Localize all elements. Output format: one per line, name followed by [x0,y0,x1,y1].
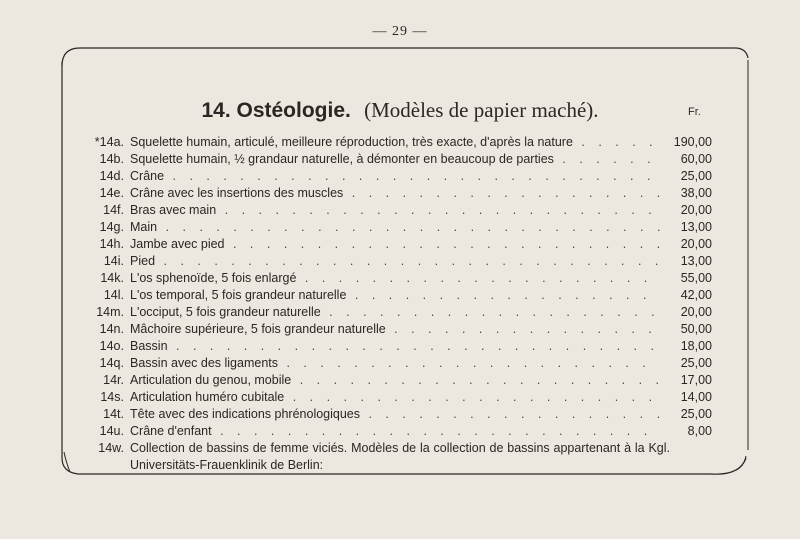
item-description: Crâne avec les insertions des muscles . . . [130,185,660,202]
list-item [0,270,800,287]
item-code: 14r. [103,373,124,387]
item-description: Jambe avec pied . . . [130,236,660,253]
item-code: 14g. [99,220,124,234]
item-description: Crâne . . . [130,168,660,185]
item-price: 42,00 [680,288,712,302]
item-code: 14o. [99,339,124,353]
list-item [0,372,800,389]
item-description: Mâchoire supérieure, 5 fois grandeur naturelle . . . [130,321,660,338]
item-code: 14u. [99,424,124,438]
page-number: — 29 — [372,24,428,39]
item-code: 14w. [98,441,124,455]
item-code: *14a. [94,135,124,149]
item-description: Pied . . . [130,253,660,270]
item-price: 25,00 [680,356,712,370]
list-item [0,219,800,236]
list-item [0,185,800,202]
section-subtitle: (Modèles de papier maché). [364,98,599,122]
item-code: 14b. [99,152,124,166]
item-description: Articulation huméro cubitale . . . [130,389,660,406]
list-item [0,202,800,219]
list-item [0,151,800,168]
item-description: L'os temporal, 5 fois grandeur naturelle . . . [130,287,660,304]
item-price: 190,00 [673,135,712,149]
item-price: 50,00 [680,322,712,336]
list-item [0,423,800,440]
list-item [0,134,800,151]
item-code: 14i. [103,254,124,268]
item-description: Bassin avec des ligaments . . . [130,355,660,372]
item-code: 14e. [99,186,124,200]
list-item [0,338,800,355]
item-price: 25,00 [680,169,712,183]
list-item [0,236,800,253]
list-item [0,355,800,372]
item-description: Bras avec main . . . [130,202,660,219]
item-price: 25,00 [680,407,712,421]
item-price: 55,00 [680,271,712,285]
section-title: 14. Ostéologie. [201,99,351,122]
item-price: 14,00 [680,390,712,404]
list-item [0,168,800,185]
item-description: Main . . . [130,219,660,236]
item-price: 20,00 [680,237,712,251]
item-description: L'occiput, 5 fois grandeur naturelle . . . [130,304,660,321]
item-description: Squelette humain, ½ grandaur naturelle, à démonter en beaucoup de parties . . . [130,151,660,168]
item-price: 18,00 [680,339,712,353]
item-code: 14t. [103,407,124,421]
list-item [0,287,800,304]
item-code: 14s. [100,390,124,404]
item-price: 60,00 [680,152,712,166]
item-price: 8,00 [687,424,712,438]
item-price: 20,00 [680,203,712,217]
item-code: 14q. [99,356,124,370]
currency-label: Fr. [688,106,701,118]
item-description: Tête avec des indications phrénologiques . . . [130,406,660,423]
item-code: 14k. [100,271,124,285]
item-price: 38,00 [680,186,712,200]
item-code: 14h. [99,237,124,251]
item-code: 14l. [103,288,124,302]
section-heading [0,98,800,123]
item-code: 14d. [99,169,124,183]
list-item [0,440,800,474]
item-price: 13,00 [680,254,712,268]
item-description: Crâne d'enfant . . . [130,423,660,440]
item-description: L'os sphenoïde, 5 fois enlargé . . . [130,270,660,287]
list-item [0,406,800,423]
item-description: Collection de bassins de femme viciés. Modèles de la collection de bassins appartenant à la Kgl. Universitäts-Frauenklinik de Berlin: [130,441,670,472]
item-code: 14m. [96,305,124,319]
price-list [0,134,800,474]
item-description: Bassin . . . [130,338,660,355]
item-price: 13,00 [680,220,712,234]
item-price: 17,00 [680,373,712,387]
list-item [0,389,800,406]
item-code: 14n. [99,322,124,336]
item-description: Squelette humain, articulé, meilleure réproduction, très exacte, d'après la nature . . . [130,134,660,151]
item-code: 14f. [103,203,124,217]
item-price: 20,00 [680,305,712,319]
item-description: Articulation du genou, mobile . . . [130,372,660,389]
list-item [0,304,800,321]
list-item [0,321,800,338]
list-item [0,253,800,270]
